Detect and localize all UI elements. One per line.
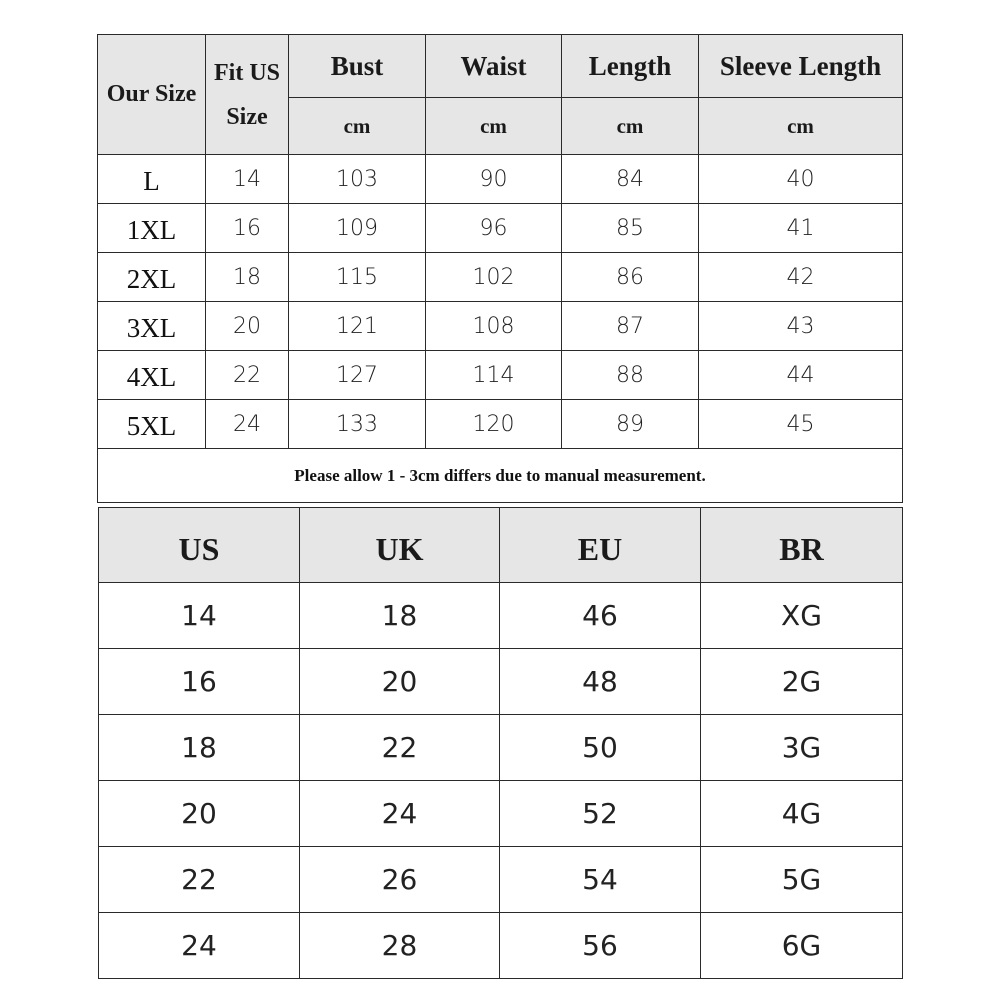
header-waist: Waist	[426, 35, 562, 98]
cell-waist: 102	[426, 253, 562, 302]
table-row	[98, 351, 903, 400]
cell-sleeve: 41	[699, 204, 903, 253]
cell-br: 6G	[701, 913, 903, 979]
cell-br: 2G	[701, 649, 903, 715]
cell-bust: 133	[289, 400, 426, 449]
cell-uk: 26	[300, 847, 500, 913]
table-row	[98, 302, 903, 351]
cell-length: 84	[562, 155, 699, 204]
unit-length: cm	[562, 98, 699, 155]
cell-waist: 96	[426, 204, 562, 253]
cell-length: 88	[562, 351, 699, 400]
cell-waist: 108	[426, 302, 562, 351]
cell-sleeve: 43	[699, 302, 903, 351]
header-length: Length	[562, 35, 699, 98]
table-row	[98, 253, 903, 302]
table-row	[98, 400, 903, 449]
cell-bust: 127	[289, 351, 426, 400]
cell-waist: 90	[426, 155, 562, 204]
header-fit-us-line2: Size	[226, 103, 268, 130]
cell-fit-us: 16	[206, 204, 289, 253]
table-row	[99, 583, 903, 649]
cell-our-size: L	[98, 155, 206, 204]
cell-eu: 50	[500, 715, 701, 781]
cell-uk: 24	[300, 781, 500, 847]
header-fit-us-line1: Fit US	[214, 59, 280, 86]
cell-us: 18	[99, 715, 300, 781]
cell-uk: 28	[300, 913, 500, 979]
cell-sleeve: 40	[699, 155, 903, 204]
table-row	[99, 715, 903, 781]
cell-br: 3G	[701, 715, 903, 781]
header-uk: UK	[300, 508, 500, 583]
cell-our-size: 1XL	[98, 204, 206, 253]
cell-our-size: 2XL	[98, 253, 206, 302]
header-fit-us-size	[206, 35, 289, 155]
unit-waist: cm	[426, 98, 562, 155]
cell-sleeve: 42	[699, 253, 903, 302]
cell-waist: 114	[426, 351, 562, 400]
cell-bust: 109	[289, 204, 426, 253]
cell-br: 4G	[701, 781, 903, 847]
cell-eu: 52	[500, 781, 701, 847]
table-row	[99, 649, 903, 715]
cell-eu: 48	[500, 649, 701, 715]
cell-fit-us: 24	[206, 400, 289, 449]
cell-eu: 46	[500, 583, 701, 649]
table-row	[98, 204, 903, 253]
cell-br: XG	[701, 583, 903, 649]
cell-bust: 103	[289, 155, 426, 204]
measurement-note: Please allow 1 - 3cm differs due to manual measurement.	[98, 449, 903, 503]
cell-bust: 115	[289, 253, 426, 302]
header-br: BR	[701, 508, 903, 583]
cell-eu: 54	[500, 847, 701, 913]
cell-us: 24	[99, 913, 300, 979]
unit-sleeve-length: cm	[699, 98, 903, 155]
table-row	[99, 781, 903, 847]
cell-us: 20	[99, 781, 300, 847]
table-row	[98, 155, 903, 204]
cell-length: 85	[562, 204, 699, 253]
unit-bust: cm	[289, 98, 426, 155]
cell-us: 16	[99, 649, 300, 715]
cell-us: 22	[99, 847, 300, 913]
cell-uk: 22	[300, 715, 500, 781]
table-row	[99, 913, 903, 979]
cell-fit-us: 20	[206, 302, 289, 351]
cell-our-size: 4XL	[98, 351, 206, 400]
cell-uk: 18	[300, 583, 500, 649]
cell-bust: 121	[289, 302, 426, 351]
cell-sleeve: 45	[699, 400, 903, 449]
header-us: US	[99, 508, 300, 583]
cell-our-size: 5XL	[98, 400, 206, 449]
cell-fit-us: 14	[206, 155, 289, 204]
cell-uk: 20	[300, 649, 500, 715]
header-bust: Bust	[289, 35, 426, 98]
cell-length: 89	[562, 400, 699, 449]
cell-length: 87	[562, 302, 699, 351]
cell-length: 86	[562, 253, 699, 302]
size-chart-table	[97, 34, 903, 503]
size-conversion-table	[98, 507, 903, 979]
cell-us: 14	[99, 583, 300, 649]
cell-eu: 56	[500, 913, 701, 979]
header-eu: EU	[500, 508, 701, 583]
cell-fit-us: 22	[206, 351, 289, 400]
header-sleeve-length: Sleeve Length	[699, 35, 903, 98]
cell-our-size: 3XL	[98, 302, 206, 351]
cell-fit-us: 18	[206, 253, 289, 302]
cell-sleeve: 44	[699, 351, 903, 400]
header-our-size: Our Size	[98, 35, 206, 155]
cell-waist: 120	[426, 400, 562, 449]
table-row	[99, 847, 903, 913]
cell-br: 5G	[701, 847, 903, 913]
